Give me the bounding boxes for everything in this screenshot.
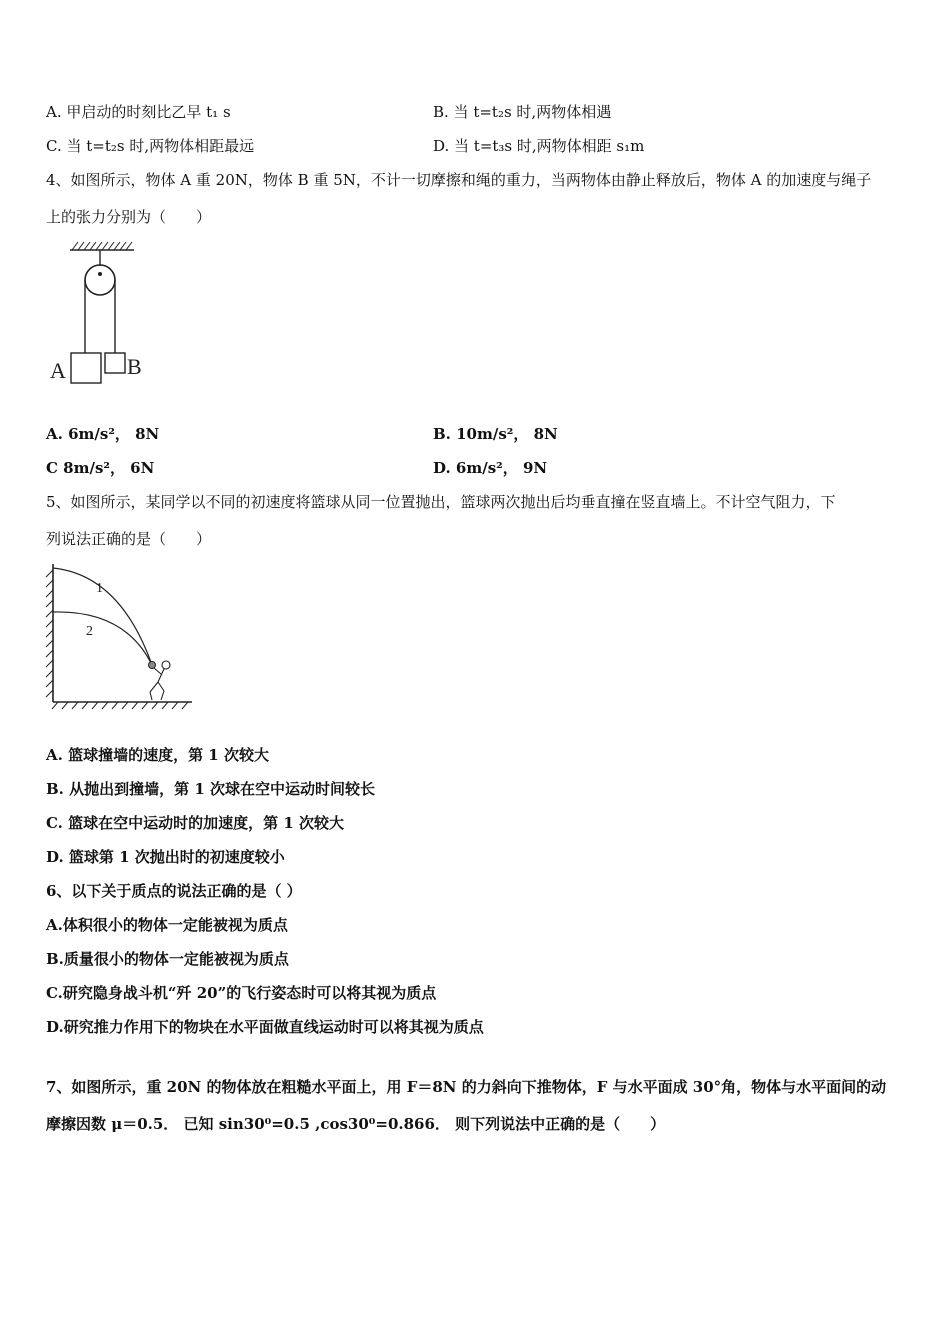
q4-option-c: C 8m/s²， 6N [46, 459, 155, 477]
q4-option-b: B. 10m/s²， 8N [433, 425, 558, 443]
q4-stem-line2: 上的张力分别为（ ） [46, 208, 212, 226]
q4-option-a: A. 6m/s²， 8N [46, 425, 160, 443]
q4-stem-line1: 4、如图所示，物体 A 重 20N，物体 B 重 5N，不计一切摩擦和绳的重力，当两物体由静止释放后，物体 A 的加速度与绳子 [46, 171, 872, 189]
label-b: B [127, 354, 142, 379]
basketball-figure [40, 560, 200, 715]
q5-option-a: A. 篮球撞墙的速度，第 1 次较大 [46, 746, 269, 764]
trajectory-2 [53, 612, 152, 665]
q7-stem-line1: 7、如图所示，重 20N 的物体放在粗糙水平面上，用 F＝8N 的力斜向下推物体，F 与水平面成 30°角，物体与水平面间的动 [46, 1078, 887, 1096]
q4-option-d: D. 6m/s²， 9N [433, 459, 548, 477]
q5-stem-line1: 5、如图所示，某同学以不同的初速度将篮球从同一位置抛出，篮球两次抛出后均垂直撞在竖直墙上。不计空气阻力，下 [46, 493, 836, 511]
q3-option-d: D. 当 t=t₃s 时,两物体相距 s₁m [433, 137, 645, 155]
trajectory-label-1: 1 [96, 581, 103, 596]
q5-option-b: B. 从抛出到撞墙，第 1 次球在空中运动时间较长 [46, 780, 376, 798]
q5-option-c: C. 篮球在空中运动时的加速度，第 1 次较大 [46, 814, 345, 832]
q5-option-d: D. 篮球第 1 次抛出时的初速度较小 [46, 848, 285, 866]
q7-stem-line2: 摩擦因数 μ＝0.5． 已知 sin30⁰=0.5 ,cos30⁰=0.866． 则下列说法中正确的是（ ） [46, 1115, 666, 1133]
q3-option-c: C. 当 t=t₂s 时,两物体相距最远 [46, 137, 255, 155]
q5-stem-line2: 列说法正确的是（ ） [46, 530, 212, 548]
q6-option-d: D.研究推力作用下的物块在水平面做直线运动时可以将其视为质点 [46, 1018, 484, 1036]
q6-option-b: B.质量很小的物体一定能被视为质点 [46, 950, 289, 968]
basketball-icon [149, 662, 156, 669]
q3-option-b: B. 当 t=t₂s 时,两物体相遇 [433, 103, 612, 121]
q6-option-c: C.研究隐身战斗机“歼 20”的飞行姿态时可以将其视为质点 [46, 984, 437, 1002]
q6-stem: 6、以下关于质点的说法正确的是（ ） [46, 882, 302, 900]
pulley-figure [48, 238, 158, 388]
q3-option-a: A. 甲启动的时刻比乙早 t₁ s [46, 103, 231, 121]
trajectory-label-2: 2 [86, 624, 93, 639]
label-a: A [50, 358, 66, 383]
q6-option-a: A.体积很小的物体一定能被视为质点 [46, 916, 288, 934]
